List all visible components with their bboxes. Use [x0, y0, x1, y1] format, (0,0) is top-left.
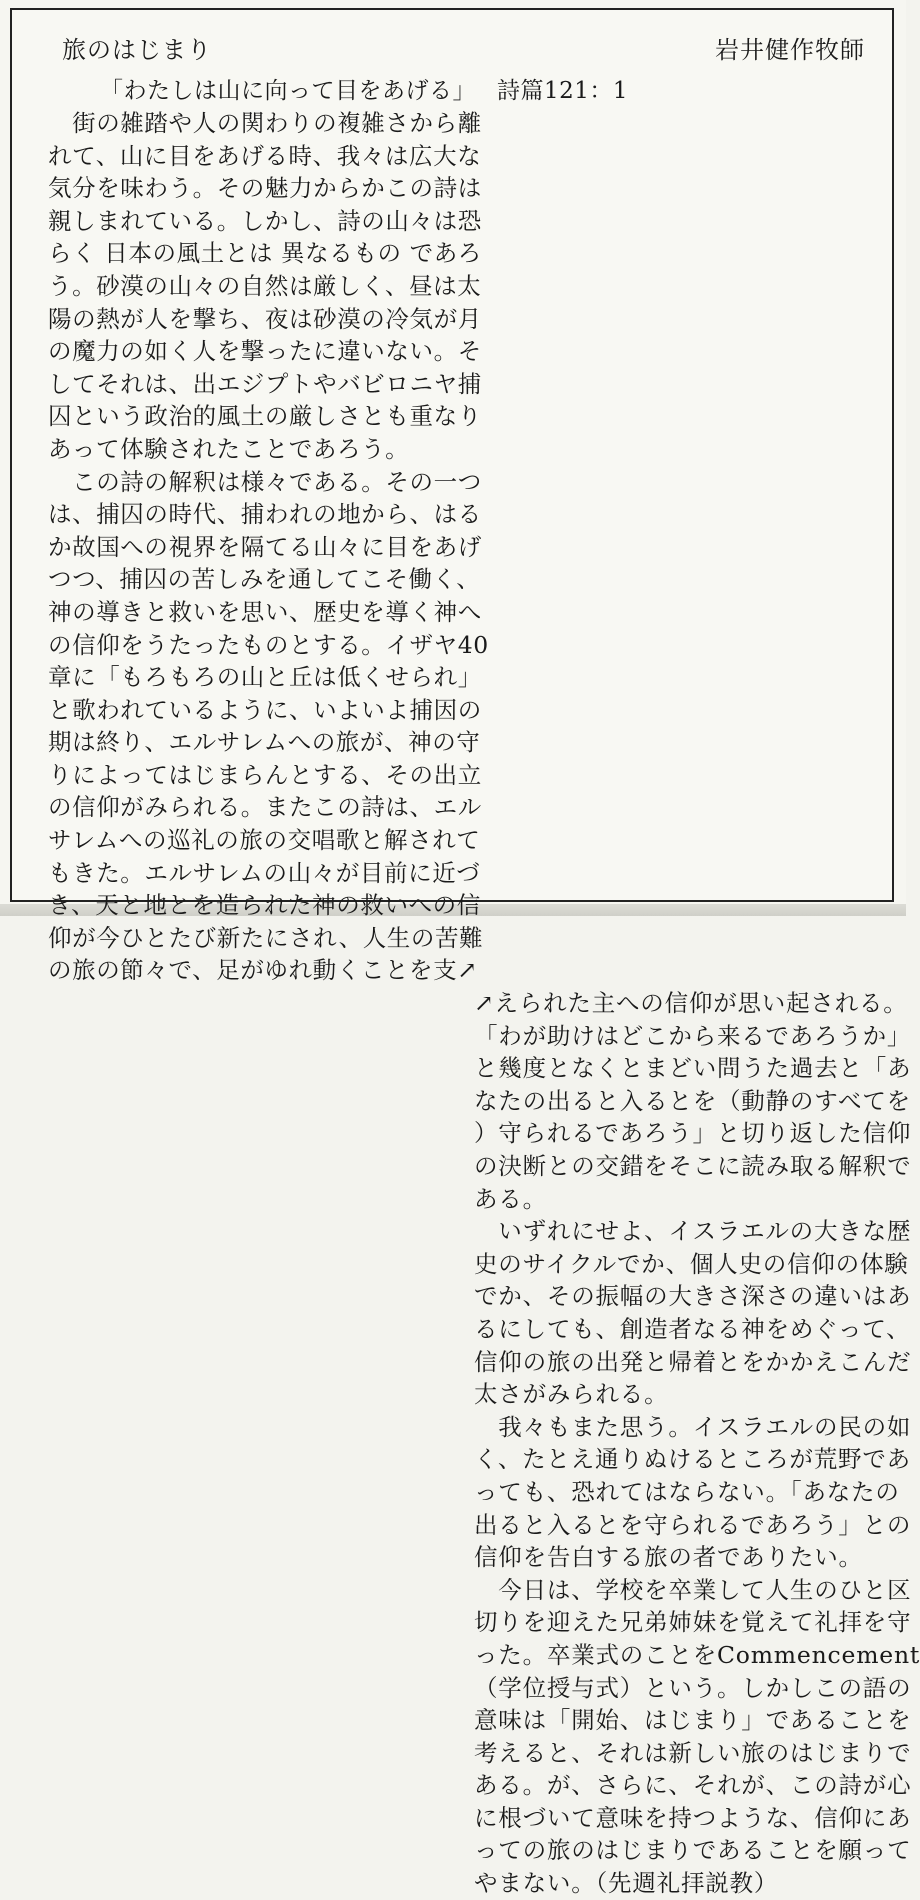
text-line: 意味は「開始、はじまり」であることを [474, 1706, 912, 1735]
text-line: りによってはじまらんとする、その出立 [48, 760, 482, 789]
text-line: っても、恐れてはならない。「あなたの [474, 1477, 900, 1506]
text-line: 囚という政治的風土の厳しさとも重なり [48, 402, 482, 431]
text-line: 神の導きと救いを思い、歴史を導く神へ [48, 597, 482, 626]
text-line: 親しまれている。しかし、詩の山々は恐 [48, 206, 482, 235]
text-line: 我々もまた思う。イスラエルの民の如 [474, 1412, 912, 1441]
text-line: 街の雑踏や人の関わりの複雑さから離 [48, 109, 482, 137]
epigraph-quote: 「わたしは山に向って目をあげる」 [100, 78, 476, 104]
scripture-citation: 詩篇121：1 [497, 78, 629, 104]
text-line: 太さがみられる。 [474, 1380, 669, 1409]
text-line: この詩の解釈は様々である。その一つ [48, 467, 482, 496]
text-line: らく 日本の風土とは 異なるもの であろ [48, 239, 482, 268]
text-line: 期は終り、エルサレムへの旅が、神の守 [48, 728, 481, 757]
text-line: と歌われているように、いよいよ捕因の [48, 695, 482, 724]
text-line: つつ、捕囚の苦しみを通してこそ働く、 [48, 565, 481, 594]
text-line: してそれは、出エジプトやバビロニヤ捕 [48, 369, 482, 398]
text-line: は、捕囚の時代、捕われの地から、はる [48, 500, 482, 529]
text-line: （学位授与式）という。しかしこの語の [474, 1673, 912, 1702]
text-line: 史のサイクルでか、個人史の信仰の体験 [474, 1249, 909, 1278]
text-line: に根づいて意味を持つような、信仰にあ [474, 1803, 912, 1832]
text-line: 仰が今ひとたび新たにされ、人生の苦難 [48, 923, 484, 952]
text-line: もきた。エルサレムの山々が目前に近づ [48, 858, 481, 887]
text-line: いずれにせよ、イスラエルの大きな歴 [474, 1217, 912, 1246]
left-text-column [48, 107, 489, 987]
text-line: 切りを迎えた兄弟姉妹を覚えて礼拝を守 [474, 1608, 912, 1637]
text-line: く、たとえ通りぬけるところが荒野であ [474, 1445, 911, 1474]
text-line: ）守られるであろう」と切り返した信仰 [474, 1119, 912, 1148]
text-line: 信仰の旅の出発と帰着とをかかえこんだ [474, 1347, 912, 1376]
article-author: 岩井健作牧師 [715, 36, 865, 64]
text-line: でか、その振幅の大きさ深さの違いはあ [474, 1282, 912, 1311]
text-line: 今日は、学校を卒業して人生のひと区 [474, 1575, 912, 1604]
text-line: ある。 [474, 1184, 547, 1213]
text-line: と幾度となくとまどい問うた過去と「あ [474, 1054, 912, 1083]
text-line: やまない。（先週礼拝説教） [474, 1869, 779, 1898]
text-line: 出ると入るとを守られるであろう」との [474, 1510, 912, 1539]
right-text-column [474, 987, 920, 1900]
text-line: れて、山に目をあげる時、我々は広大な [48, 141, 482, 170]
text-line: 陽の熱が人を撃ち、夜は砂漠の冷気が月 [48, 304, 482, 333]
text-line: 「わが助けはどこから来るであろうか」 [474, 1021, 912, 1050]
text-line: ↗えられた主への信仰が思い起される。 [474, 989, 908, 1018]
text-line: るにしても、創造者なる神をめぐって、 [474, 1314, 911, 1343]
text-line: の魔力の如く人を撃ったに違いない。そ [48, 337, 482, 366]
article-title: 旅のはじまり [62, 36, 212, 64]
text-line: っての旅のはじまりであることを願って [474, 1836, 912, 1865]
text-line: った。卒業式のことをCommencement [474, 1640, 920, 1669]
text-line: サレムへの巡礼の旅の交唱歌と解されて [48, 826, 481, 855]
text-line: 信仰を告白する旅の者でありたい。 [474, 1543, 863, 1572]
text-line: の信仰がみられる。またこの詩は、エル [48, 793, 482, 822]
text-line: なたの出ると入るとを（動静のすべてを [474, 1086, 911, 1115]
text-line: う。砂漠の山々の自然は厳しく、昼は太 [48, 271, 482, 300]
text-line: の旅の節々で、足がゆれ動くことを支↗ [48, 956, 478, 985]
text-line: 考えると、それは新しい旅のはじまりで [474, 1738, 912, 1767]
text-line: き、天と地とを造られた神の救いへの信 [48, 891, 481, 920]
text-line: 章に「もろもろの山と丘は低くせられ」 [48, 663, 482, 692]
text-line: の決断との交錯をそこに読み取る解釈で [474, 1152, 912, 1180]
text-line: の信仰をうたったものとする。イザヤ40 [48, 630, 489, 659]
text-line: ある。が、さらに、それが、この詩が心 [474, 1771, 912, 1800]
text-line: 気分を味わう。その魅力からかこの詩は [48, 174, 482, 203]
text-line: あって体験されたことであろう。 [48, 434, 410, 463]
text-line: か故国への視界を隔てる山々に目をあげ [48, 532, 482, 561]
